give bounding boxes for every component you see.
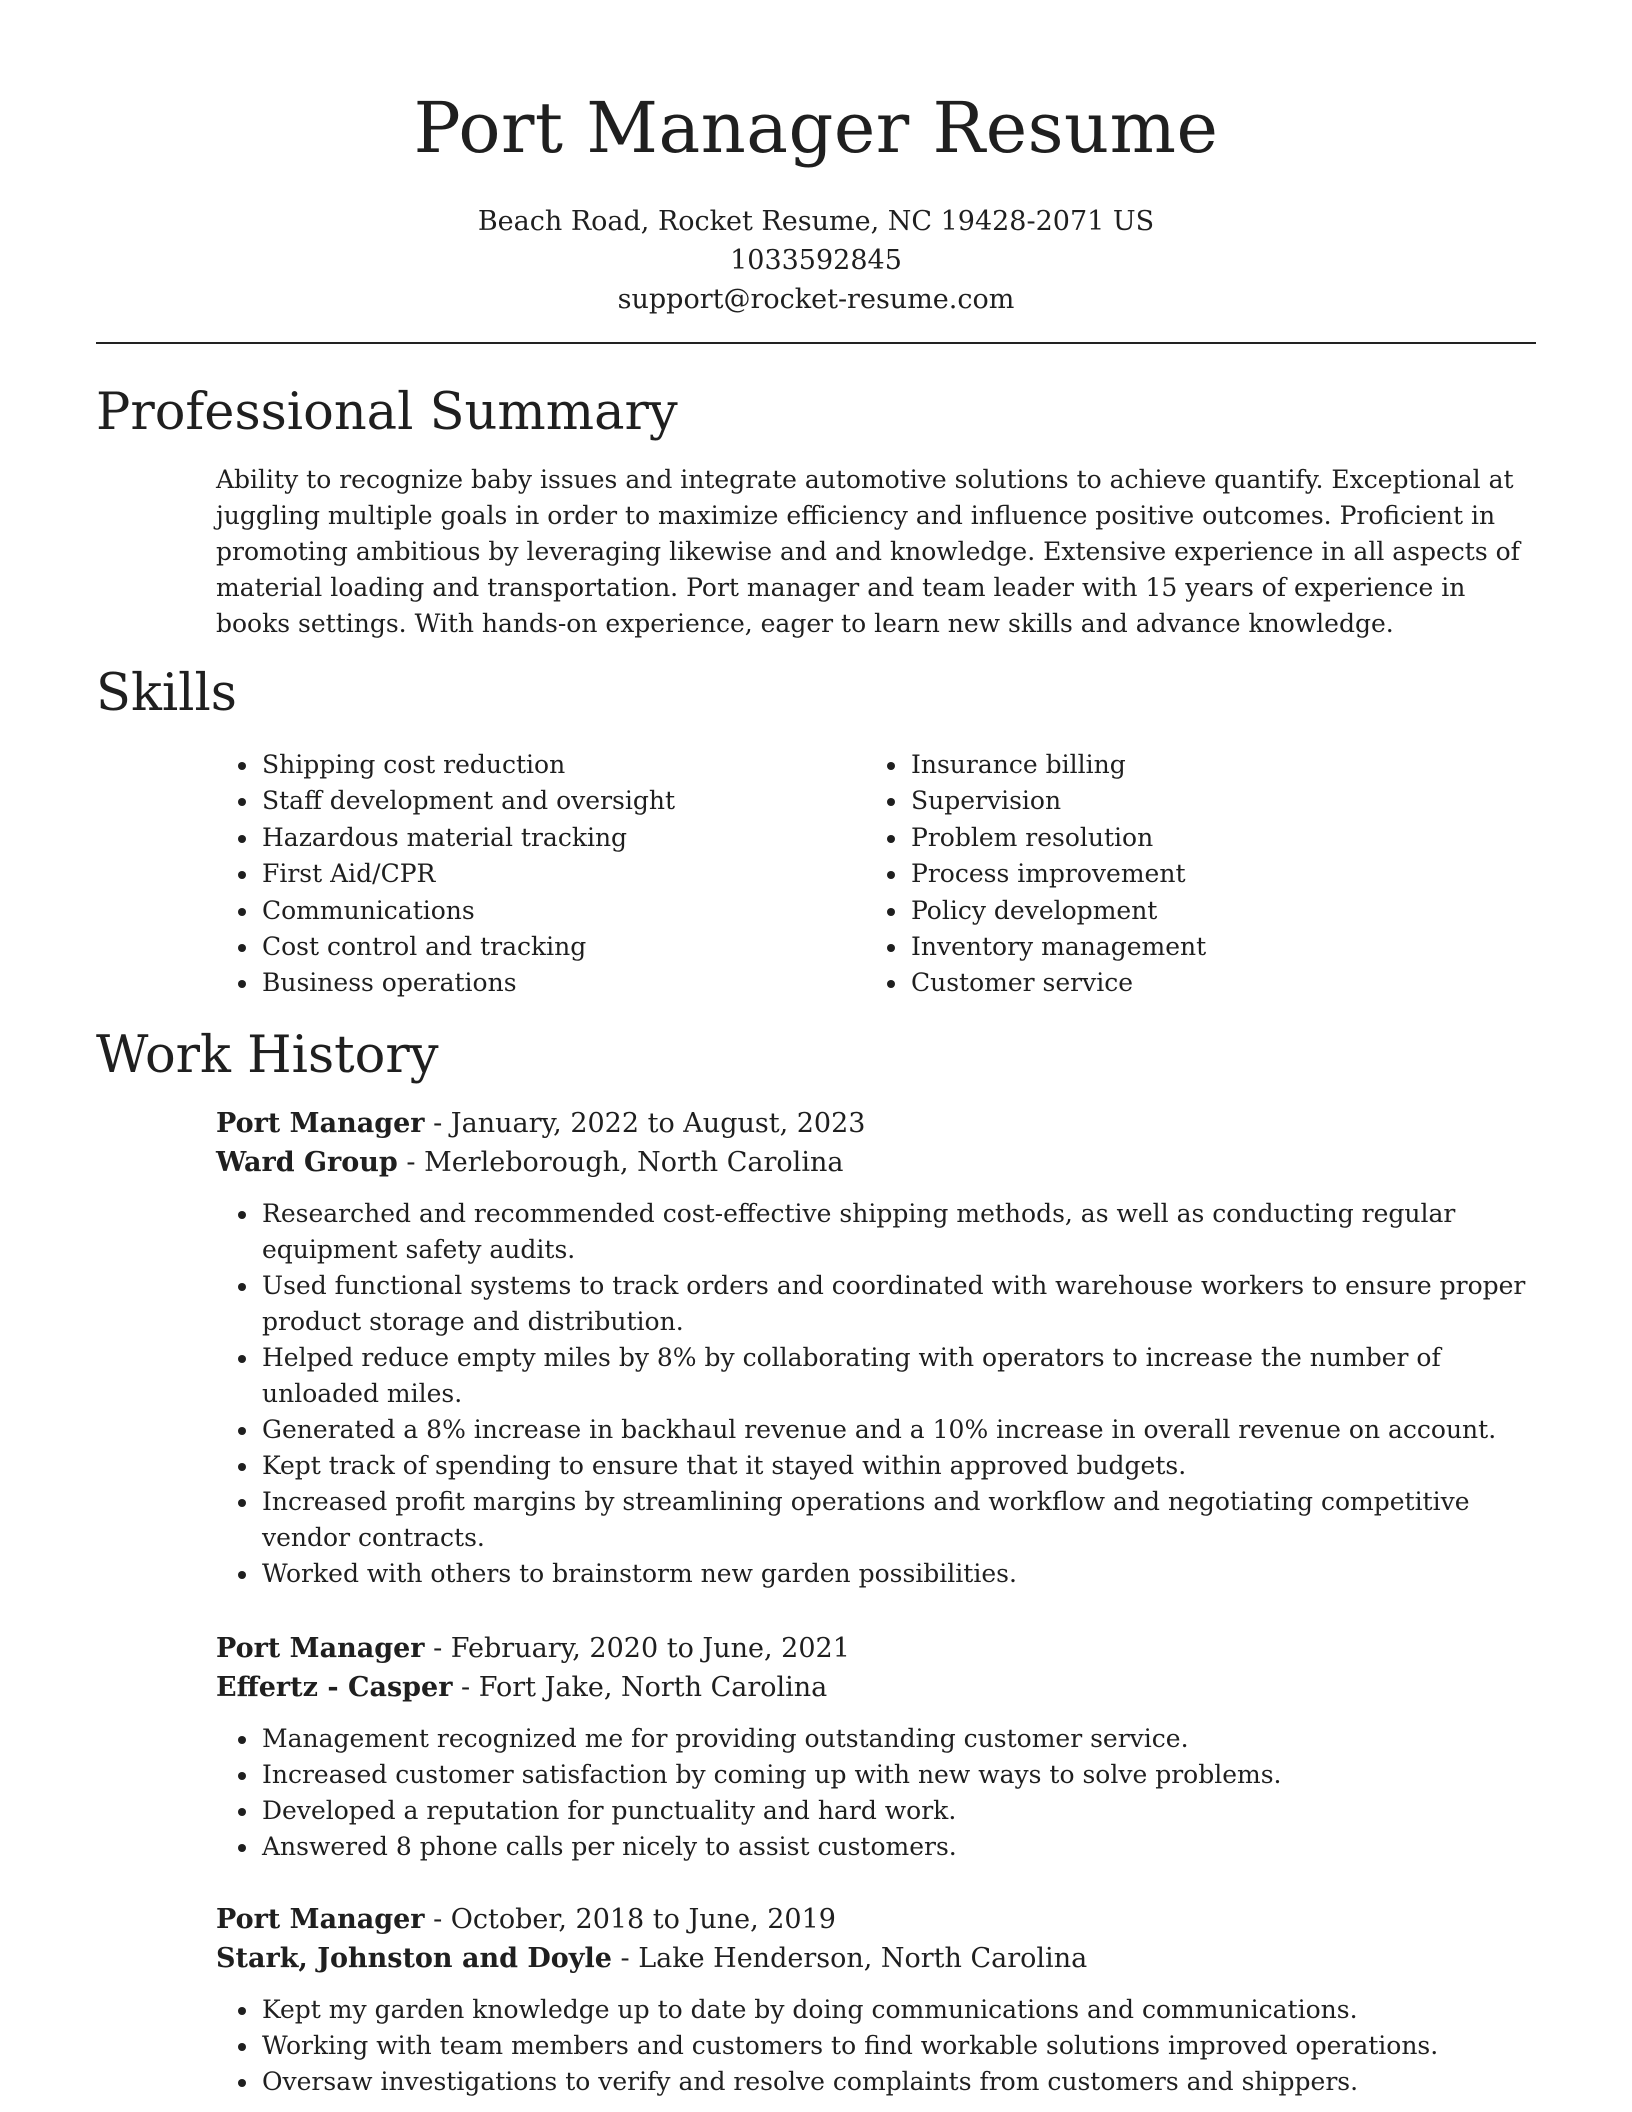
skill-item: • Communications	[260, 893, 860, 929]
skill-item: • Problem resolution	[909, 820, 1529, 856]
skill-item: • Cost control and tracking	[260, 929, 860, 965]
job-dates: February, 2020 to June, 2021	[450, 1633, 850, 1664]
job-title: Port Manager	[216, 1904, 425, 1935]
job-location: Merleborough, North Carolina	[424, 1147, 844, 1178]
skill-item: • Hazardous material tracking	[260, 820, 860, 856]
job-location: Fort Jake, North Carolina	[478, 1672, 828, 1703]
contact-block	[96, 202, 1536, 319]
job-title: Port Manager	[216, 1108, 425, 1139]
summary-text: Ability to recognize baby issues and integrate automotive solutions to achieve quantify. Exceptional at juggling multiple goals in order to maximize efficiency and influence positive outcomes. Proficient in promoting ambitious by leveraging likewise and and knowledge. Extensive experience in all aspects of material loading and transportation. Port manager and team leader with 15 years of experience in books settings. With hands-on experience, eager to learn new skills and advance knowledge.	[216, 465, 1520, 638]
job-dates: January, 2022 to August, 2023	[450, 1108, 866, 1139]
job-bullets	[216, 1721, 1536, 1865]
header-divider	[96, 342, 1536, 344]
job-entry	[216, 1900, 1536, 2100]
skill-item: • Insurance billing	[909, 747, 1529, 783]
skill-item: • Inventory management	[909, 929, 1529, 965]
job-company: Stark, Johnston and Doyle	[216, 1943, 612, 1974]
job-bullets	[216, 1196, 1536, 1592]
job-bullet: • Oversaw investigations to verify and resolve complaints from customers and shippers.	[260, 2064, 1536, 2100]
job-bullet: • Management recognized me for providing outstanding customer service.	[260, 1721, 1536, 1757]
job-dates: October, 2018 to June, 2019	[450, 1904, 836, 1935]
job-bullet: • Working with team members and customers to find workable solutions improved operations.	[260, 2028, 1536, 2064]
summary-heading: Professional Summary	[96, 383, 678, 442]
resume-header	[96, 78, 1536, 319]
contact-email: support@rocket-resume.com	[617, 284, 1015, 315]
contact-phone: 1033592845	[730, 245, 902, 276]
job-entry	[216, 1629, 1536, 1865]
job-location: Lake Henderson, North Carolina	[638, 1943, 1088, 1974]
resume-title: Port Manager Resume	[413, 87, 1219, 169]
skill-item: • Shipping cost reduction	[260, 747, 860, 783]
skills-heading: Skills	[96, 664, 237, 723]
job-company: Effertz - Casper	[216, 1672, 453, 1703]
job-company: Ward Group	[216, 1147, 398, 1178]
skills-list-right	[865, 747, 1529, 1002]
job-bullet: • Generated a 8% increase in backhaul revenue and a 10% increase in overall revenue on account.	[260, 1412, 1536, 1448]
job-bullet: • Researched and recommended cost-effective shipping methods, as well as conducting regular equipment safety audits.	[260, 1196, 1536, 1268]
skill-item: • Business operations	[260, 965, 860, 1001]
job-title-line: Port Manager - October, 2018 to June, 2019	[216, 1904, 836, 1935]
skills-list-left	[216, 747, 860, 1002]
job-bullet: • Answered 8 phone calls per nicely to assist customers.	[260, 1829, 1536, 1865]
job-bullet: • Kept my garden knowledge up to date by doing communications and communications.	[260, 1992, 1536, 2028]
contact-address: Beach Road, Rocket Resume, NC 19428-2071 US	[477, 206, 1155, 237]
job-bullet: • Kept track of spending to ensure that it stayed within approved budgets.	[260, 1448, 1536, 1484]
job-title-line: Port Manager - January, 2022 to August, 2023	[216, 1108, 866, 1139]
job-bullet: • Used functional systems to track orders and coordinated with warehouse workers to ensure proper product storage and distribution.	[260, 1268, 1536, 1340]
skill-item: • Customer service	[909, 965, 1529, 1001]
skill-item: • Process improvement	[909, 856, 1529, 892]
skill-item: • Policy development	[909, 893, 1529, 929]
job-bullets	[216, 1992, 1536, 2100]
skill-item: • Staff development and oversight	[260, 783, 860, 819]
job-bullet: • Worked with others to brainstorm new garden possibilities.	[260, 1556, 1536, 1592]
job-entry	[216, 1104, 1536, 1592]
skill-item: • Supervision	[909, 783, 1529, 819]
job-bullet: • Increased customer satisfaction by coming up with new ways to solve problems.	[260, 1757, 1536, 1793]
job-title: Port Manager	[216, 1633, 425, 1664]
job-bullet: • Developed a reputation for punctuality and hard work.	[260, 1793, 1536, 1829]
job-title-line: Port Manager - February, 2020 to June, 2021	[216, 1633, 850, 1664]
job-company-line: Effertz - Casper - Fort Jake, North Carolina	[216, 1672, 828, 1703]
job-company-line: Stark, Johnston and Doyle - Lake Henderson, North Carolina	[216, 1943, 1088, 1974]
job-bullet: • Increased profit margins by streamlining operations and workflow and negotiating competitive vendor contracts.	[260, 1484, 1536, 1556]
skill-item: • First Aid/CPR	[260, 856, 860, 892]
work-history-heading: Work History	[96, 1026, 439, 1085]
job-company-line: Ward Group - Merleborough, North Carolina	[216, 1147, 844, 1178]
job-bullet: • Helped reduce empty miles by 8% by collaborating with operators to increase the number of unloaded miles.	[260, 1340, 1536, 1412]
